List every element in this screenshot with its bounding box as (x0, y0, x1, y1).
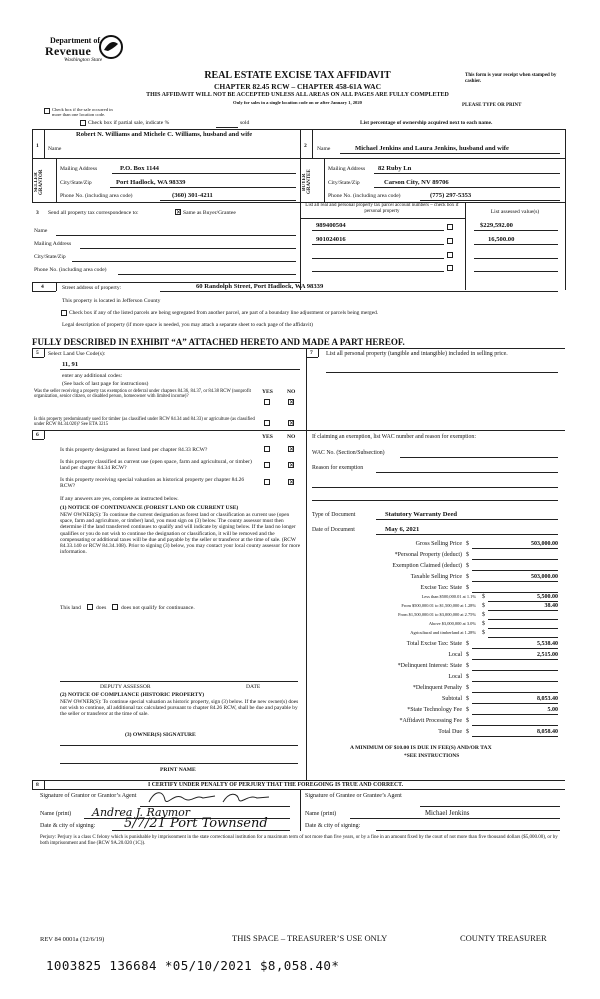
county-note: This property is located in Jefferson County (62, 298, 161, 304)
street-address-label: Street address of property: (62, 285, 122, 291)
exemption-reason-field[interactable] (376, 472, 558, 473)
buyer-mailing[interactable]: 82 Ruby Ln (378, 165, 412, 172)
dollar-sign: $ (466, 718, 469, 724)
owner-signature-label: (3) OWNER(S) SIGNATURE (125, 732, 196, 738)
personal-property-field[interactable] (326, 372, 558, 373)
current-use-no-checkbox[interactable]: ✕ (289, 462, 295, 469)
street-address[interactable]: 60 Randolph Street, Port Hadlock, WA 98339 (196, 283, 324, 290)
section3-phone-label: Phone No. (including area code) (34, 267, 107, 273)
seller-name[interactable]: Robert N. Williams and Michele C. Williams, husband and wife (76, 131, 253, 138)
tax-tier-label: From $500,000.01 to $1,500,000 at 1.28% (401, 603, 476, 608)
agency-line1: Department of (50, 36, 100, 45)
continuance-title: (1) NOTICE OF CONTINUANCE (FOREST LAND OR CURRENT USE) (60, 505, 239, 511)
sold-label: sold (240, 120, 250, 126)
land-does-label: This land (60, 605, 81, 611)
type-or-print: PLEASE TYPE OR PRINT (462, 103, 522, 108)
forest-land-question: Is this property designated as forest land per chapter 84.33 RCW? (60, 447, 208, 453)
section3-number: 3 (36, 210, 39, 216)
calc-row-label: Excise Tax: State (420, 585, 462, 591)
seller-city[interactable]: Port Hadlock, WA 98339 (116, 179, 186, 186)
agency-line2: Revenue (45, 44, 92, 58)
dollar-sign: $ (482, 621, 485, 627)
calc-total-value[interactable]: 8,058.40 (537, 728, 558, 735)
compliance-body: NEW OWNER(S): To continue special valuation as historic property, sign (3) below. If the new owner(s) does not wish to continue, all additional tax calculated pursuant to chapter 84.26 RCW, shall be due and payable by the seller or transferor at the time of sale. (60, 699, 299, 718)
partial-sale-percent[interactable] (216, 127, 238, 128)
dollar-sign: $ (466, 729, 469, 735)
agency-logo (42, 32, 122, 68)
wac-label: WAC No. (Section/Subsection) (312, 450, 385, 456)
section6-no-header: NO (287, 434, 296, 440)
compliance-title: (2) NOTICE OF COMPLIANCE (HISTORIC PROPERTY) (60, 692, 205, 698)
does-label: does (96, 605, 107, 611)
seller-mailing-label: Mailing Address (60, 166, 98, 172)
calc-total-label: Subtotal (441, 696, 462, 702)
dollar-sign: $ (482, 603, 485, 609)
buyer-city-label: City/State/Zip (328, 180, 360, 186)
calc-row-value[interactable]: 503,000.00 (531, 540, 558, 547)
section3-name-label: Name (34, 228, 48, 234)
calc-total-label: Local (448, 652, 462, 658)
segregated-label: Check box if any of the listed parcels are being segregated from another parcel, are part of a boundary line adjustment or parcels being merged. (69, 310, 379, 316)
grantor-signature-label: Signature of Grantor or Grantor’s Agent (40, 793, 137, 799)
calc-total-label: *Delinquent Interest: State (397, 663, 462, 669)
calc-total-value[interactable]: 2,515.00 (537, 651, 558, 658)
buyer-name-label: Name (317, 146, 331, 152)
tax-tier-label: Above $3,000,000 at 3.0% (428, 621, 476, 626)
dollar-sign: $ (466, 585, 469, 591)
see-back-note: (See back of last page for instructions) (62, 381, 149, 387)
print-name-label: PRINT NAME (160, 767, 196, 773)
dollar-sign: $ (466, 652, 469, 658)
dollar-sign: $ (466, 574, 469, 580)
assessed-value[interactable]: $229,592.00 (480, 222, 513, 229)
calc-total-value[interactable]: 5,538.40 (537, 640, 558, 647)
grantor-date-label: Date & city of signing: (40, 823, 96, 829)
parcel-number[interactable]: 989400504 (316, 222, 346, 229)
seller-mailing[interactable]: P.O. Box 1144 (120, 165, 159, 172)
additional-codes-label: enter any additional codes: (62, 373, 123, 379)
section8-number: 8 (36, 782, 39, 788)
section5-yes-header: YES (262, 389, 273, 395)
grantor-date-city[interactable]: 5/7/21 Port Townsend (124, 816, 268, 831)
historic-yes-checkbox[interactable] (264, 479, 270, 485)
document-type-label: Type of Document (312, 512, 356, 518)
same-as-buyer-checkbox[interactable]: ✕ (176, 209, 182, 216)
tax-tier-label: Agricultural and timberland at 1.28% (410, 630, 476, 635)
buyer-side-label: BUYER GRANTEE (302, 169, 312, 195)
tax-tier-value[interactable]: 38.40 (544, 602, 558, 609)
tax-tier-label: From $1,500,000.01 to $3,000,000 at 2.75% (398, 612, 476, 617)
grantee-signature-field[interactable] (420, 806, 560, 807)
seller-phone[interactable]: (360) 301-4211 (172, 192, 213, 199)
same-as-buyer-label: Same as Buyer/Grantee (183, 210, 236, 216)
calc-total-label: *State Technology Fee (407, 707, 462, 713)
legal-description-label: Legal description of property (if more space is needed, you may attach a separate sheet to each page of the affidavit) (62, 322, 313, 328)
buyer-section-number: 2 (304, 143, 307, 149)
ownership-note: List percentage of ownership acquired next to each name. (360, 120, 493, 126)
multi-location-checkbox[interactable] (44, 108, 50, 114)
assessed-header: List assessed value(s) (490, 209, 540, 215)
exemption-yes-checkbox[interactable] (264, 399, 270, 405)
exemption-claim-label: If claiming an exemption, list WAC number and reason for exemption: (312, 434, 476, 440)
historic-question: Is this property receiving special valuation as historical property per chapter 84.26 RCW? (60, 477, 245, 490)
dollar-sign: $ (466, 552, 469, 558)
section7-number: 7 (310, 350, 313, 356)
dollar-sign: $ (466, 663, 469, 669)
deputy-assessor-signature[interactable] (60, 681, 298, 682)
grantor-name-label: Name (print) (40, 811, 72, 817)
partial-sale-checkbox[interactable] (80, 120, 86, 126)
does-not-label: does not qualify for continuance. (121, 605, 195, 611)
dollar-sign: $ (466, 541, 469, 547)
section3-mailing-label: Mailing Address (34, 241, 72, 247)
section5-no-header: NO (287, 389, 296, 395)
buyer-mailing-label: Mailing Address (328, 166, 366, 172)
wac-field[interactable] (400, 457, 558, 458)
grantee-name[interactable]: Michael Jenkins (425, 810, 470, 817)
dollar-sign: $ (482, 612, 485, 618)
section6-number: 6 (36, 432, 39, 438)
current-use-question: Is this property classified as current use (open space, farm and agricultural, or timber) land per chapter 84.34 RCW? (60, 459, 252, 472)
document-type[interactable]: Statutory Warranty Deed (385, 511, 458, 518)
print-name-field[interactable] (60, 763, 298, 764)
parcel-header: List all real and personal property tax parcel account numbers – check box if personal property (305, 203, 459, 214)
calc-total-label: Total Due (438, 729, 462, 735)
calc-row-label: Gross Selling Price (415, 541, 462, 547)
calc-row-label: Exemption Claimed (deduct) (392, 563, 462, 569)
grantee-date-field[interactable] (376, 830, 560, 831)
dollar-sign: $ (466, 696, 469, 702)
section5-question-exemption: Was the seller receiving a property tax exemption or deferral under chapters 84.36, 84.37, or 84.38 RCW (nonprofit organization, senior citizen, or disabled person, homeowner with limited income)? (34, 389, 251, 400)
dollar-sign: $ (482, 594, 485, 600)
calc-total-label: Total Excise Tax: State (406, 641, 462, 647)
buyer-phone[interactable]: (775) 297-5353 (430, 192, 472, 199)
section4-number: 4 (41, 284, 44, 290)
perjury-notice: Perjury: Perjury is a class C felony which is punishable by imprisonment in the state correctional institution for a maximum term of not more than five years, or by a fine in an amount fixed by the court of not more than five thousand dollars ($5,000.00), or by both imprisonment and fine (RCW 9A.20.020 (1C)). (40, 835, 558, 846)
section5-question-timber: Is this property predominantly used for timber (as classified under RCW 84.34 and 84.33) or agriculture (as classified under RCW 84.34.020)? See ETA 3215 (34, 417, 255, 428)
grantee-name-label: Name (print) (305, 811, 337, 817)
land-use-label: Select Land Use Code(s): (48, 351, 106, 357)
perjury-certification: I CERTIFY UNDER PENALTY OF PERJURY THAT THE FOREGOING IS TRUE AND CORRECT. (148, 782, 404, 788)
dollar-sign: $ (482, 630, 485, 636)
form-chapter: CHAPTER 82.45 RCW – CHAPTER 458-61A WAC (213, 82, 382, 91)
timber-no-checkbox[interactable]: ✕ (289, 420, 295, 427)
dollar-sign: $ (466, 641, 469, 647)
minimum-fee-note: A MINIMUM OF $10.00 IS DUE IN FEE(S) AND/OR TAX (350, 745, 492, 751)
dollar-sign: $ (466, 563, 469, 569)
personal-property-label: List all personal property (tangible and intangible) included in selling price. (326, 351, 508, 357)
current-use-yes-checkbox[interactable] (264, 462, 270, 468)
personal-property-checkbox[interactable] (447, 238, 453, 244)
treasurer-stamp: 1003825 136684 *05/10/2021 $8,058.40* (46, 958, 340, 973)
grantor-name[interactable]: Andrea J. Raymor (92, 806, 191, 819)
section5-number: 5 (36, 350, 39, 356)
document-date[interactable]: May 6, 2021 (385, 526, 420, 533)
personal-property-checkbox[interactable] (447, 224, 453, 230)
if-yes-note: If any answers are yes, complete as instructed below. (60, 496, 179, 502)
qualifies-checkbox[interactable] (87, 604, 93, 610)
section6-yes-header: YES (262, 434, 273, 440)
continuance-body: NEW OWNER(S): To continue the current designation as forest land or classification as current use (open space, farm and agriculture, or timber) land, you must sign on (3) below. The county assessor must then determine if the land transferred continues to qualify and will indicate by signing below. If the land no longer qualifies or you do not wish to continue the designation or classification, it will be removed and the compensating or additional taxes will be due and payable by the seller or transferor at the time of sale. (RCW 84.33.140 or RCW 84.34.108). Prior to signing (3) below, you may contact your local county assessor for more information. (60, 512, 301, 556)
grantee-date-label: Date & city of signing: (305, 823, 361, 829)
grantor-signature-icon[interactable] (145, 788, 275, 808)
seller-side-label: SELLER GRANTOR (34, 169, 44, 195)
seller-section-number: 1 (36, 143, 39, 149)
calc-total-label: *Delinquent Penalty (412, 685, 462, 691)
parcel-number[interactable]: 901024016 (316, 236, 346, 243)
document-date-label: Date of Document (312, 527, 355, 533)
see-instructions-note: *SEE INSTRUCTIONS (404, 753, 460, 759)
assessed-value[interactable]: 16,500.00 (488, 236, 515, 243)
forest-yes-checkbox[interactable] (264, 446, 270, 452)
form-note: Only for sales in a single location code on or after January 1, 2020 (233, 99, 362, 105)
deputy-date-label: DATE (246, 684, 261, 690)
agency-line3: Washington State (64, 57, 103, 63)
calc-total-value[interactable]: 8,053.40 (537, 695, 558, 702)
section3-city-label: City/State/Zip (34, 254, 66, 260)
segregated-checkbox[interactable] (61, 310, 67, 316)
partial-sale-label: Check box if partial sale, indicate % (88, 120, 170, 126)
dollar-sign: $ (466, 685, 469, 691)
grantee-signature-label: Signature of Grantee or Grantee’s Agent (305, 793, 402, 799)
county-treasurer-label: COUNTY TREASURER (460, 933, 547, 943)
seller-name-label: Name (48, 146, 62, 152)
tax-tier-label: Less than $500,000.01 at 1.1% (421, 594, 476, 599)
calc-row-label: Taxable Selling Price (410, 574, 462, 580)
buyer-name[interactable]: Michael Jenkins and Laura Jenkins, husband and wife (355, 145, 509, 152)
owner-signature-field[interactable] (60, 745, 298, 746)
multi-location-label: Check box if the sale occurred in more than one location code. (52, 107, 113, 118)
timber-yes-checkbox[interactable] (264, 420, 270, 426)
historic-no-checkbox[interactable]: ✕ (289, 479, 295, 486)
form-title: REAL ESTATE EXCISE TAX AFFIDAVIT (204, 70, 391, 81)
deputy-assessor-label: DEPUTY ASSESSOR (100, 684, 151, 690)
exemption-no-checkbox[interactable]: ✕ (289, 399, 295, 406)
personal-property-checkbox[interactable] (447, 252, 453, 258)
forest-no-checkbox[interactable]: ✕ (289, 446, 295, 453)
buyer-phone-label: Phone No. (including area code) (328, 193, 401, 199)
dollar-sign: $ (466, 707, 469, 713)
section3-label: Send all property tax correspondence to: (48, 210, 139, 216)
calc-row-label: *Personal Property (deduct) (394, 552, 462, 558)
land-use-code[interactable]: 11, 91 (62, 361, 79, 368)
tax-tier-value[interactable]: 5,500.00 (537, 593, 558, 600)
buyer-city[interactable]: Carson City, NV 89706 (384, 179, 449, 186)
calc-total-label: *Affidavit Processing Fee (399, 718, 462, 724)
dollar-sign: $ (466, 674, 469, 680)
seller-phone-label: Phone No. (including area code) (60, 193, 133, 199)
personal-property-checkbox[interactable] (447, 265, 453, 271)
calc-row-value[interactable]: 503,000.00 (531, 573, 558, 580)
calc-total-value[interactable]: 5.00 (547, 706, 558, 713)
calc-total-label: Local (448, 674, 462, 680)
receipt-note: This form is your receipt when stamped by cashier. (465, 73, 557, 84)
exemption-reason-label: Reason for exemption (312, 465, 364, 471)
treasurer-use-label: THIS SPACE – TREASURER’S USE ONLY (232, 933, 388, 943)
seller-city-label: City/State/Zip (60, 180, 92, 186)
form-number: REV 84 0001a (12/6/19) (40, 936, 105, 943)
exhibit-reference[interactable]: FULLY DESCRIBED IN EXHIBIT “A” ATTACHED HERETO AND MADE A PART HEREOF. (32, 337, 405, 347)
not-qualify-checkbox[interactable] (112, 604, 118, 610)
form-warning: THIS AFFIDAVIT WILL NOT BE ACCEPTED UNLESS ALL AREAS ON ALL PAGES ARE FULLY COMPLETED (146, 92, 449, 98)
